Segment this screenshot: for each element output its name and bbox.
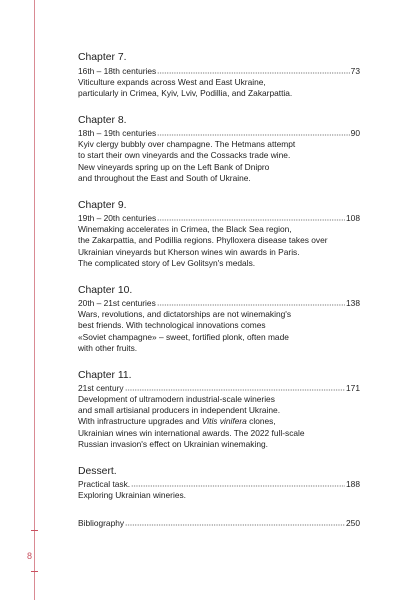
toc-entry — [78, 370, 360, 450]
chapter-description-line: to start their own vineyards and the Cossacks trade wine. — [78, 150, 291, 161]
margin-rule — [34, 0, 35, 600]
page-ref: 171 — [346, 383, 360, 394]
chapter-description-line: Wars, revolutions, and dictatorships are not winemaking's — [78, 309, 292, 320]
chapter-title: Chapter 9. — [78, 199, 127, 211]
period-label: 20th – 21st centuries — [78, 298, 156, 309]
chapter-description-line: and throughout the East and South of Ukraine. — [78, 172, 251, 183]
toc-period-line[interactable] — [78, 127, 360, 139]
bibliography-entry — [78, 517, 360, 529]
dot-leader — [125, 517, 345, 526]
chapter-title: Dessert. — [78, 465, 117, 477]
chapter-description-line: with other fruits. — [78, 342, 138, 353]
page-ref: 73 — [350, 65, 360, 76]
chapter-description-line: Winemaking accelerates in Crimea, the Black Sea region, — [78, 224, 292, 235]
chapter-description-line: With infrastructure upgrades and Vitis vinifera clones, — [78, 416, 276, 427]
table-of-contents — [78, 52, 360, 546]
chapter-title: Chapter 8. — [78, 114, 127, 126]
chapter-description-line: Ukrainian vineyards but Kherson wines win awards in Paris. — [78, 246, 300, 257]
period-label: Practical task. — [78, 479, 131, 490]
toc-period-line[interactable] — [78, 212, 360, 224]
toc-period-line[interactable] — [78, 382, 360, 394]
chapter-description-line: the Zakarpattia, and Podillia regions. Phylloxera disease takes over — [78, 235, 328, 246]
chapter-title: Chapter 11. — [78, 369, 132, 381]
page-ref: 90 — [350, 128, 360, 139]
period-label: 21st century — [78, 383, 124, 394]
toc-entry — [78, 466, 360, 502]
page-ref: 188 — [346, 479, 360, 490]
chapter-description-line: and small artisianal producers in independent Ukraine. — [78, 405, 281, 416]
period-label: 16th – 18th centuries — [78, 65, 157, 76]
bibliography-label: Bibliography — [78, 518, 125, 529]
chapter-description-line: best friends. With technological innovations comes — [78, 320, 266, 331]
dot-leader — [157, 65, 349, 74]
page-ref: 108 — [346, 213, 360, 224]
chapter-description-line: The complicated story of Lev Golitsyn's medals. — [78, 257, 256, 268]
chapter-description-line: «Soviet champagne» – sweet, fortified plonk, often made — [78, 331, 289, 342]
period-label: 18th – 19th centuries — [78, 128, 157, 139]
page-ref: 138 — [346, 298, 360, 309]
chapter-description-line: particularly in Crimea, Kyiv, Lviv, Podillia, and Zakarpattia. — [78, 87, 293, 98]
chapter-title: Chapter 10. — [78, 284, 133, 296]
toc-period-line[interactable] — [78, 65, 360, 77]
chapter-description-line: New vineyards spring up on the Left Bank of Dnipro — [78, 161, 270, 172]
toc-period-line[interactable] — [78, 297, 360, 309]
toc-entry — [78, 52, 360, 99]
dot-leader — [131, 478, 345, 487]
chapter-description-line: Russian invasion's effect on Ukrainian winemaking. — [78, 438, 268, 449]
dot-leader — [125, 382, 345, 391]
chapter-description-line: Exploring Ukrainian wineries. — [78, 490, 186, 501]
dot-leader — [157, 212, 345, 221]
dot-leader — [157, 127, 349, 136]
margin-tick-top — [31, 530, 38, 531]
margin-tick-bottom — [31, 571, 38, 572]
toc-period-line[interactable] — [78, 478, 360, 490]
page-ref: 250 — [346, 518, 360, 529]
bibliography-line[interactable] — [78, 517, 360, 529]
italic-term: Vitis vinifera — [201, 416, 247, 427]
chapter-description-line: Kyiv clergy bubbly over champagne. The Hetmans attempt — [78, 139, 296, 150]
chapter-description-line: Development of ultramodern industrial-scale wineries — [78, 394, 275, 405]
toc-entry — [78, 200, 360, 269]
dot-leader — [157, 297, 345, 306]
chapter-description-line: Viticulture expands across West and East Ukraine, — [78, 76, 266, 87]
toc-entry — [78, 285, 360, 354]
chapter-title: Chapter 7. — [78, 52, 127, 63]
toc-entry — [78, 115, 360, 184]
chapter-description-line: Ukrainian wines win international awards. The 2022 full-scale — [78, 427, 305, 438]
period-label: 19th – 20th centuries — [78, 213, 157, 224]
page-number: 8 — [27, 551, 33, 561]
